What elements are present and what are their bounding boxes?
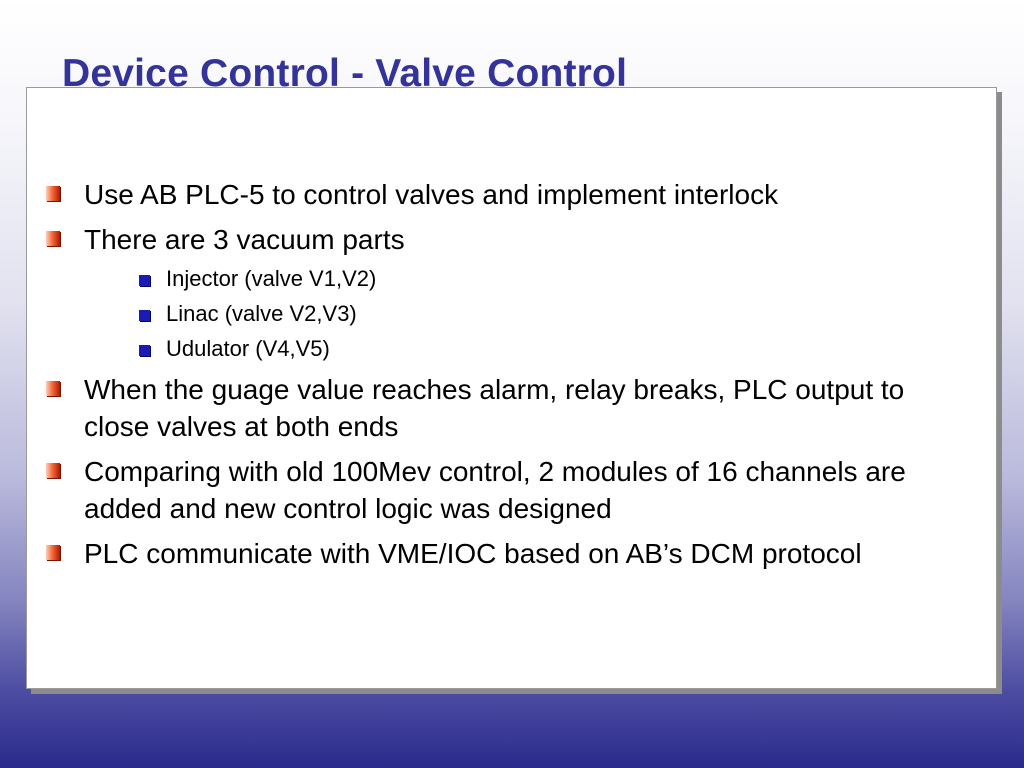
red-square-bullet-icon — [46, 463, 60, 478]
blue-square-bullet-icon — [139, 275, 150, 286]
bullet-text: Use AB PLC-5 to control valves and implement interlock — [84, 179, 779, 210]
blue-square-bullet-icon — [139, 310, 150, 321]
red-square-bullet-icon — [46, 186, 60, 201]
sub-bullet-text: Udulator (V4,V5) — [166, 336, 330, 361]
bullet-text: PLC communicate with VME/IOC based on AB’s DCM protocol — [84, 538, 862, 569]
red-square-bullet-icon — [46, 381, 60, 396]
sub-bullet-item — [84, 300, 966, 328]
bullet-text: Comparing with old 100Mev control, 2 modules of 16 channels are added and new control logic was designed — [84, 456, 906, 524]
bullet-list — [46, 176, 966, 580]
red-square-bullet-icon — [46, 231, 60, 246]
bullet-item — [46, 535, 966, 572]
sub-bullet-text: Linac (valve V2,V3) — [166, 301, 357, 326]
sub-bullet-item — [84, 335, 966, 363]
sub-bullet-item — [84, 265, 966, 293]
bullet-item — [46, 453, 966, 527]
sub-bullet-list — [84, 265, 966, 363]
bullet-item — [46, 221, 966, 363]
sub-bullet-text: Injector (valve V1,V2) — [166, 266, 377, 291]
red-square-bullet-icon — [46, 545, 60, 560]
bullet-text: There are 3 vacuum parts — [84, 224, 405, 255]
bullet-item — [46, 176, 966, 213]
bullet-item — [46, 371, 966, 445]
bullet-text: When the guage value reaches alarm, relay breaks, PLC output to close valves at both ends — [84, 374, 905, 442]
blue-square-bullet-icon — [139, 345, 150, 356]
slide-title: Device Control - Valve Control — [62, 52, 628, 95]
